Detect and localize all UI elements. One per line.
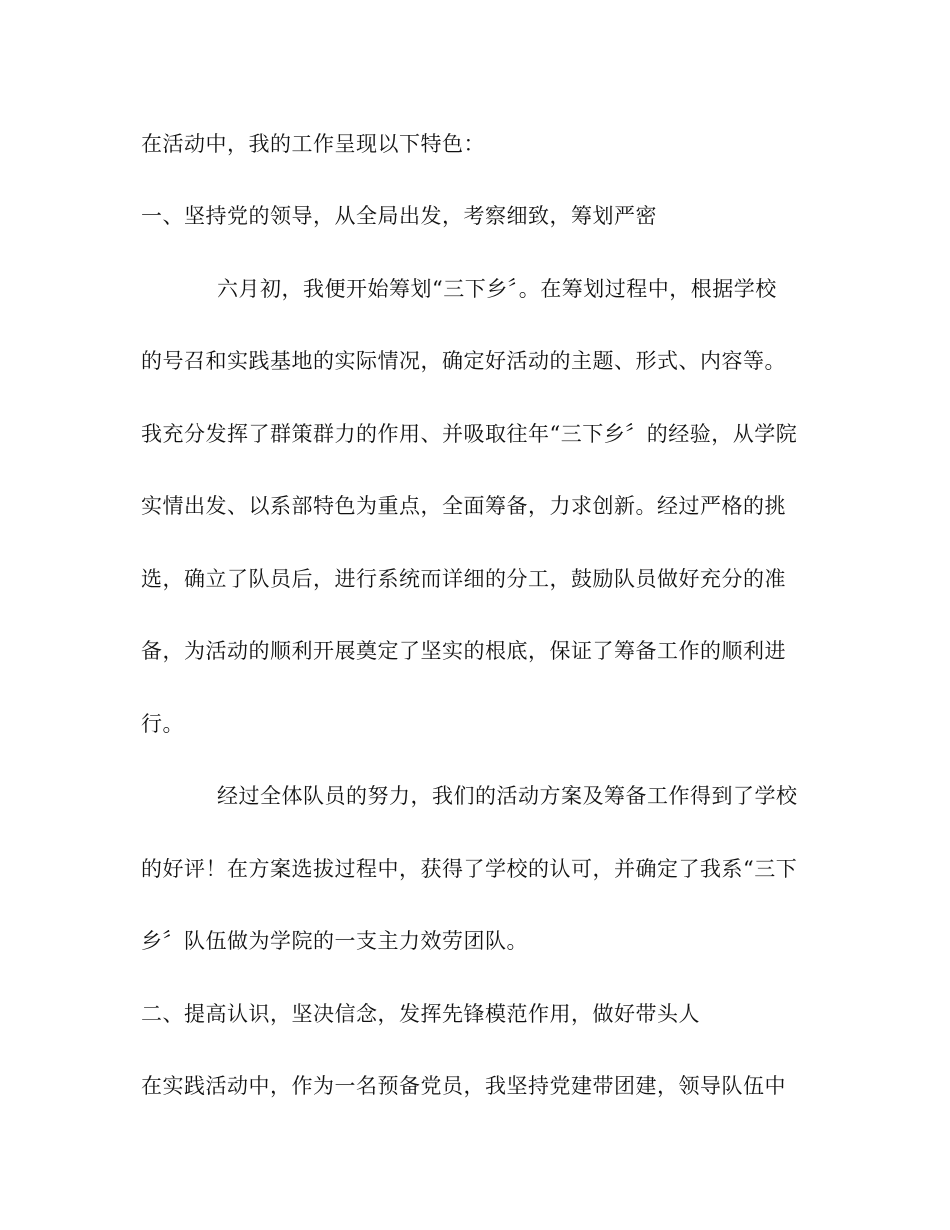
text-line: 实情出发、以系部特色为重点，全面筹备，力求创新。经过严格的挑 [141, 494, 786, 518]
text-line: 我充分发挥了群策群力的作用、并吸取往年“三下乡〞的经验，从学院 [141, 422, 798, 446]
text-line: 备，为活动的顺利开展奠定了坚实的根底，保证了筹备工作的顺利进 [141, 639, 786, 663]
text-line: 选，确立了队员后，进行系统而详细的分工，鼓励队员做好充分的准 [141, 567, 786, 591]
paragraph-start-line: 经过全体队员的努力，我们的活动方案及筹备工作得到了学校 [217, 784, 798, 808]
text-line: 乡〞队伍做为学院的一支主力效劳团队。 [141, 929, 528, 953]
text-line: 行。 [141, 712, 184, 736]
text-line: 在实践活动中，作为一名预备党员，我坚持党建带团建，领导队伍中 [141, 1074, 786, 1098]
section-heading: 二、提高认识，坚决信念，发挥先锋模范作用，做好带头人 [141, 1002, 700, 1026]
paragraph-start-line: 六月初，我便开始筹划“三下乡〞。在筹划过程中，根据学校 [217, 277, 777, 301]
text-line: 的号召和实践基地的实际情况，确定好活动的主题、形式、内容等。 [141, 349, 786, 373]
text-line: 的好评！在方案选拔过程中，获得了学校的认可，并确定了我系“三下 [141, 857, 798, 881]
section-heading: 一、坚持党的领导，从全局出发，考察细致，筹划严密 [141, 204, 657, 228]
text-line: 在活动中，我的工作呈现以下特色： [141, 132, 485, 156]
